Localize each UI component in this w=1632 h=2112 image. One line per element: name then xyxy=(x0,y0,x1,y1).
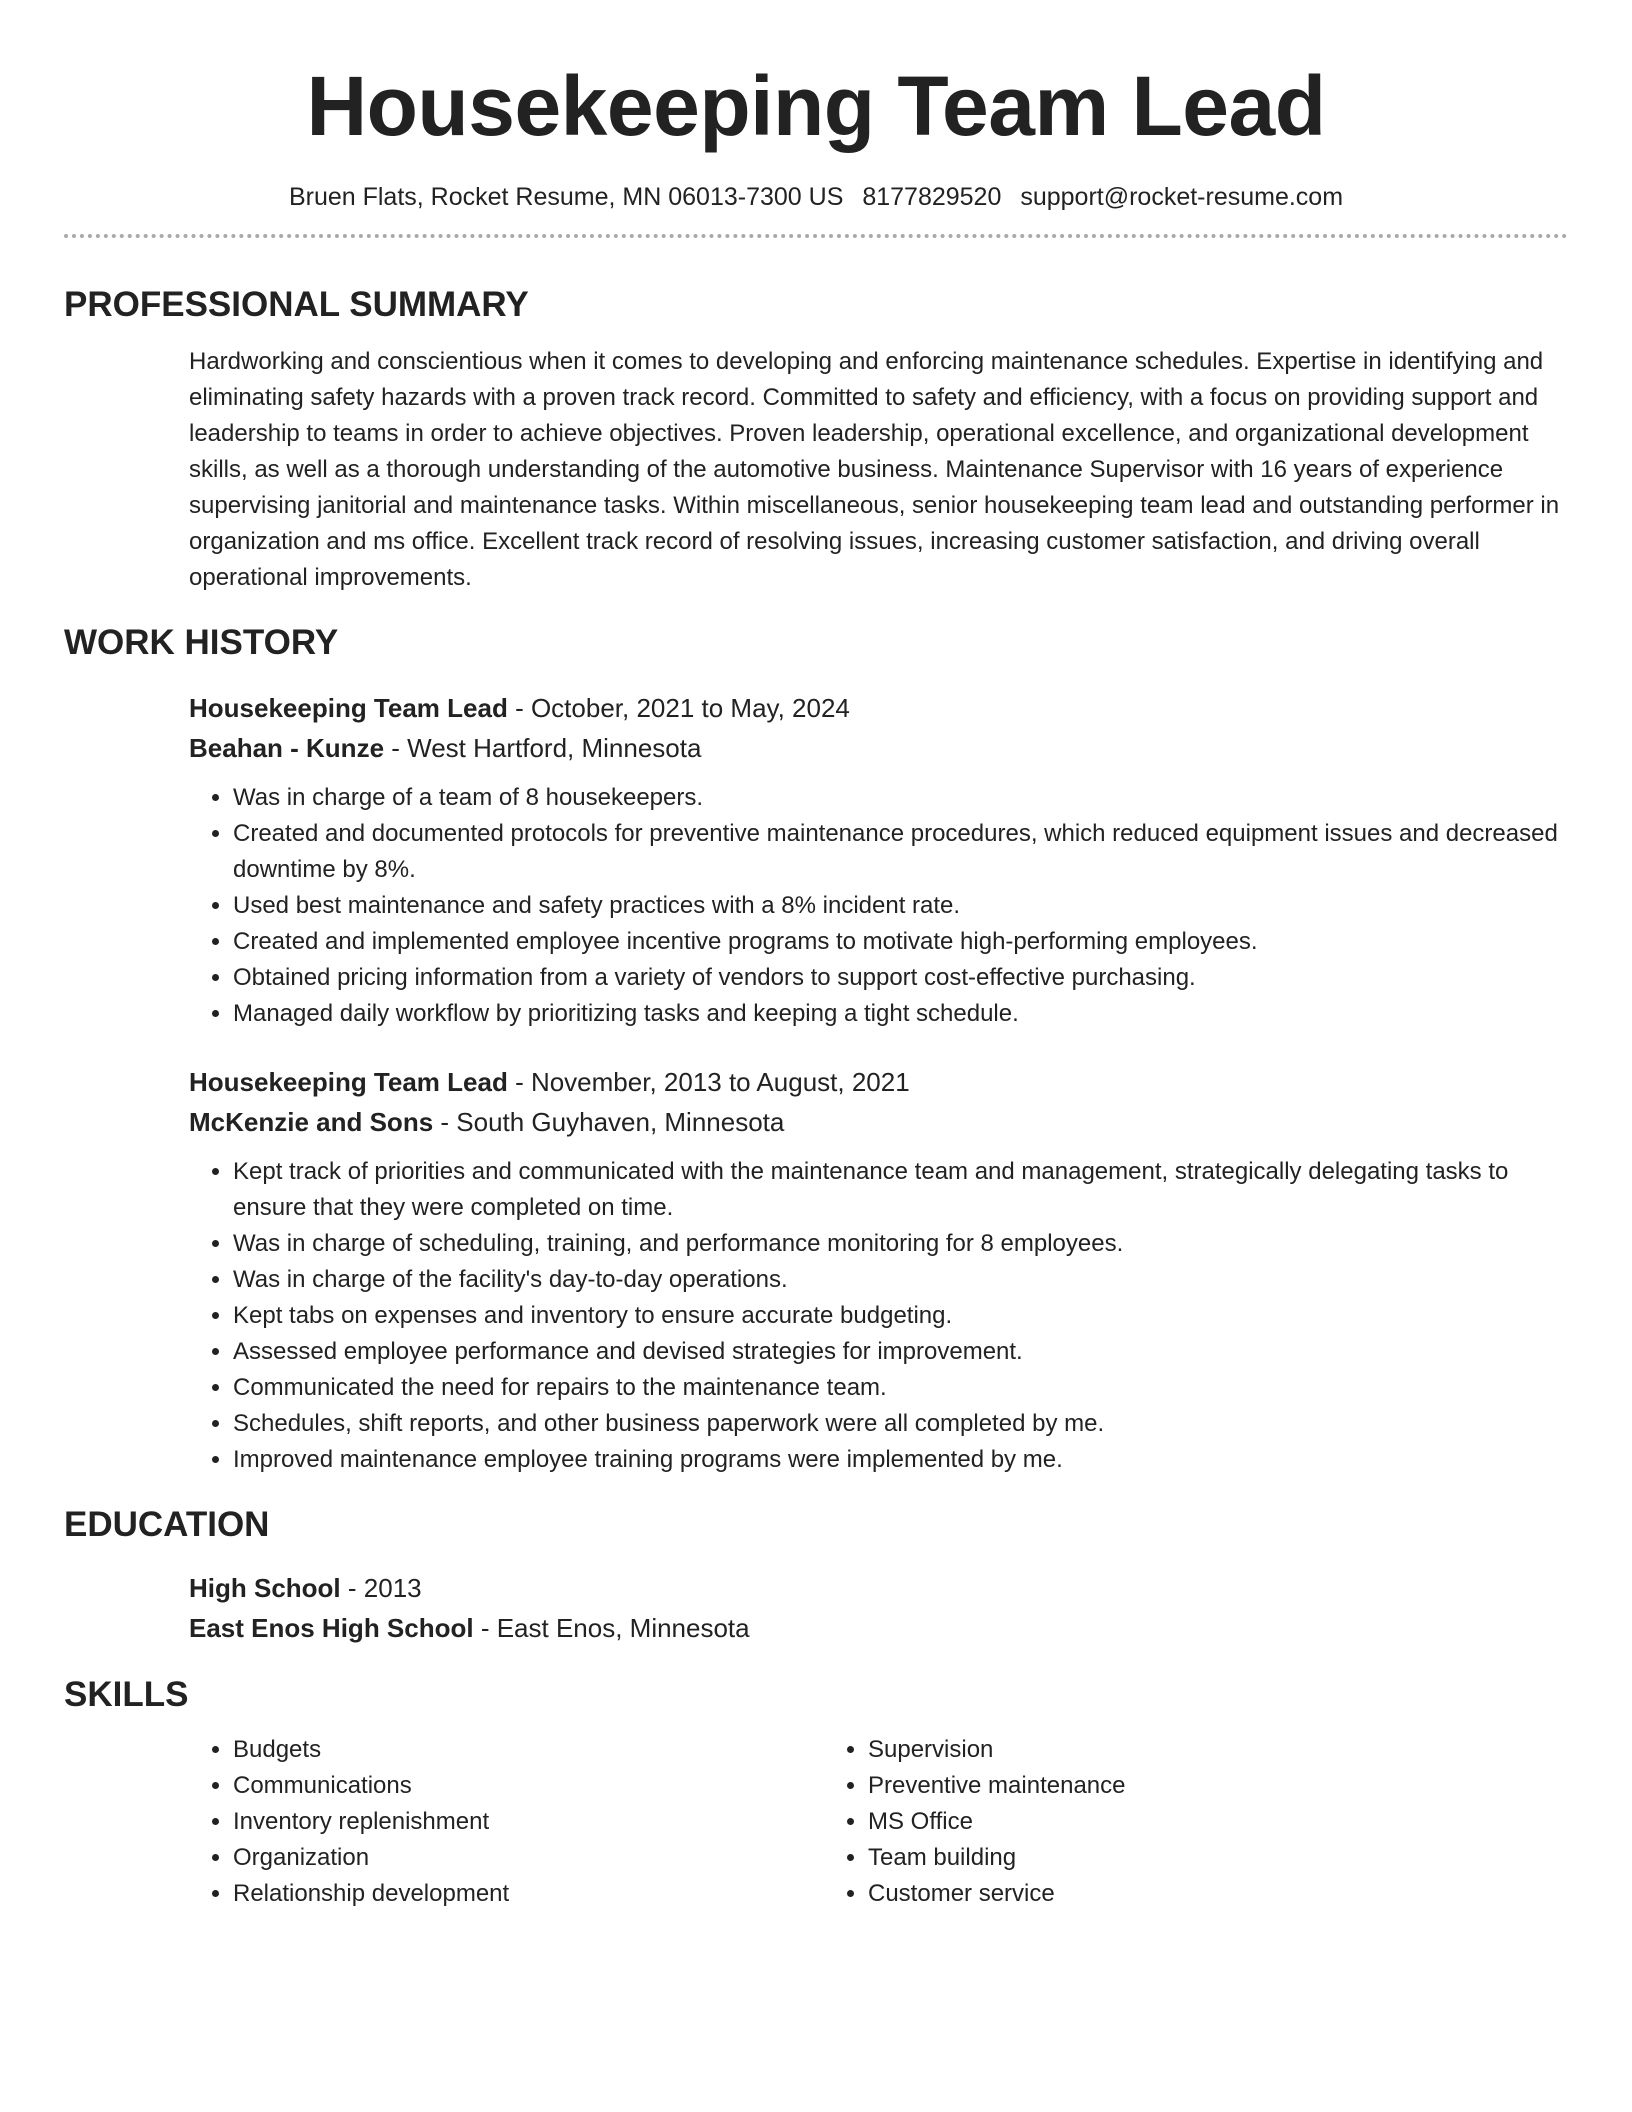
job-bullet: • Schedules, shift reports, and other business paperwork were all completed by me. xyxy=(233,1406,1568,1442)
skill-item: • Budgets xyxy=(233,1732,824,1768)
job-title-line xyxy=(189,688,1568,728)
job-bullet: • Created and implemented employee incentive programs to motivate high-performing employees. xyxy=(233,924,1568,960)
skills-grid xyxy=(189,1732,1568,1912)
job-title-line xyxy=(189,1062,1568,1102)
job-bullet: • Was in charge of scheduling, training, and performance monitoring for 8 employees. xyxy=(233,1226,1568,1262)
contact-line xyxy=(64,182,1568,212)
skill-item: • Supervision xyxy=(868,1732,1459,1768)
work-history-heading: WORK HISTORY xyxy=(64,623,339,662)
job-dates: - November, 2013 to August, 2021 xyxy=(507,1067,910,1097)
job-entry xyxy=(189,1062,1568,1478)
job-bullet: • Assessed employee performance and devised strategies for improvement. xyxy=(233,1334,1568,1370)
contact-phone: 8177829520 xyxy=(862,183,1002,211)
education-school: East Enos High School xyxy=(189,1613,474,1643)
job-bullet: • Kept tabs on expenses and inventory to ensure accurate budgeting. xyxy=(233,1298,1568,1334)
education-degree: High School xyxy=(189,1573,341,1603)
job-bullet: • Was in charge of a team of 8 housekeepers. xyxy=(233,780,1568,816)
job-bullet: • Obtained pricing information from a variety of vendors to support cost-effective purchasing. xyxy=(233,960,1568,996)
skill-item: • Communications xyxy=(233,1768,824,1804)
resume-name: Housekeeping Team Lead xyxy=(306,59,1326,153)
summary-text: Hardworking and conscientious when it comes to developing and enforcing maintenance schedules. Expertise in identifying and eliminating safety hazards with a proven track record. Committed to safety and efficiency, with a focus on providing support and leadership to teams in order to achieve objectives. Proven leadership, operational excellence, and organizational development skills, as well as a thorough understanding of the automotive business. Maintenance Supervisor with 16 years of experience supervising janitorial and maintenance tasks. Within miscellaneous, senior housekeeping team lead and outstanding performer in organization and ms office. Excellent track record of resolving issues, increasing customer satisfaction, and driving overall operational improvements. xyxy=(189,348,1560,591)
contact-email: support@rocket-resume.com xyxy=(1020,183,1344,211)
skill-item: • MS Office xyxy=(868,1804,1459,1840)
education-entry xyxy=(189,1568,1568,1648)
job-bullet: • Kept track of priorities and communicated with the maintenance team and management, strategically delegating tasks to ensure that they were completed on time. xyxy=(233,1154,1568,1226)
job-company: Beahan - Kunze xyxy=(189,733,385,763)
job-bullet: • Was in charge of the facility's day-to-day operations. xyxy=(233,1262,1568,1298)
education-year: - 2013 xyxy=(340,1573,422,1603)
skill-item: • Organization xyxy=(233,1840,824,1876)
job-dates: - October, 2021 to May, 2024 xyxy=(507,693,850,723)
summary-heading: PROFESSIONAL SUMMARY xyxy=(64,285,529,324)
education-school-line xyxy=(189,1608,1568,1648)
job-role: Housekeeping Team Lead xyxy=(189,693,508,723)
skills-heading: SKILLS xyxy=(64,1675,189,1714)
skill-item: • Customer service xyxy=(868,1876,1459,1912)
skill-item: • Team building xyxy=(868,1840,1459,1876)
job-company-line xyxy=(189,728,1568,768)
job-role: Housekeeping Team Lead xyxy=(189,1067,508,1097)
education-location: - East Enos, Minnesota xyxy=(473,1613,750,1643)
job-company: McKenzie and Sons xyxy=(189,1107,434,1137)
job-bullet: • Created and documented protocols for preventive maintenance procedures, which reduced equipment issues and decreased downtime by 8%. xyxy=(233,816,1568,888)
job-bullet: • Communicated the need for repairs to the maintenance team. xyxy=(233,1370,1568,1406)
skill-item: • Relationship development xyxy=(233,1876,824,1912)
job-bullet: • Used best maintenance and safety practices with a 8% incident rate. xyxy=(233,888,1568,924)
skill-item: • Inventory replenishment xyxy=(233,1804,824,1840)
job-bullet: • Managed daily workflow by prioritizing tasks and keeping a tight schedule. xyxy=(233,996,1568,1032)
education-degree-line xyxy=(189,1568,1568,1608)
skills-column-right xyxy=(824,1732,1459,1912)
skill-item: • Preventive maintenance xyxy=(868,1768,1459,1804)
job-location: - South Guyhaven, Minnesota xyxy=(433,1107,785,1137)
job-entry xyxy=(189,688,1568,1032)
job-location: - West Hartford, Minnesota xyxy=(384,733,702,763)
job-bullets xyxy=(189,1154,1568,1478)
job-company-line xyxy=(189,1102,1568,1142)
header-divider xyxy=(64,234,1568,238)
education-heading: EDUCATION xyxy=(64,1505,270,1544)
job-bullets xyxy=(189,780,1568,1032)
skills-column-left xyxy=(189,1732,824,1912)
job-bullet: • Improved maintenance employee training programs were implemented by me. xyxy=(233,1442,1568,1478)
contact-address: Bruen Flats, Rocket Resume, MN 06013-7300 US xyxy=(288,183,844,211)
